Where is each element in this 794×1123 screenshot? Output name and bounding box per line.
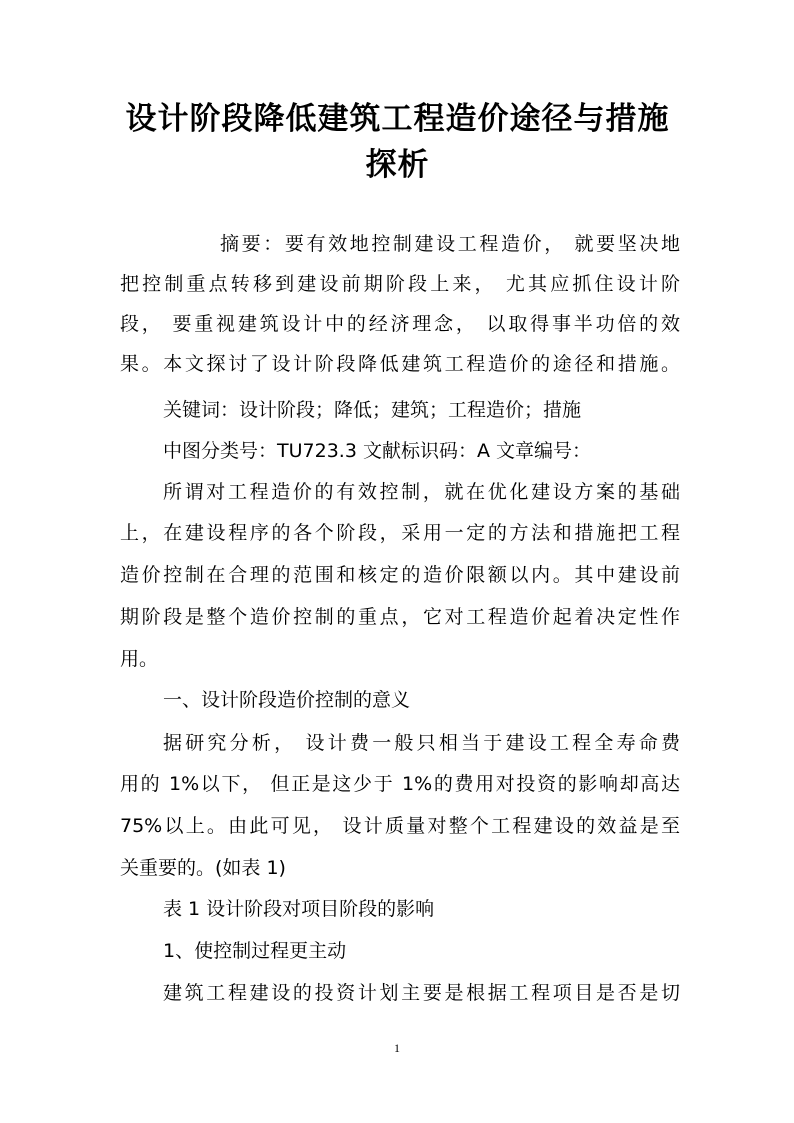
paragraph-line: 用。: [120, 648, 159, 670]
subheading: 1、使控制过程更主动: [163, 940, 347, 962]
page-number: 1: [394, 1041, 400, 1055]
document-title: 设计阶段降低建筑工程造价途径与措施探析: [125, 101, 670, 183]
paragraph-line: 期阶段是整个造价控制的重点，它对工程造价起着决定性作: [120, 606, 680, 628]
paragraph-line: 用的 1%以下， 但正是这少于 1%的费用对投资的影响却高达: [120, 773, 680, 795]
paragraph-line: 所谓对工程造价的有效控制，就在优化建设方案的基础: [163, 481, 680, 503]
abstract-line: 段， 要重视建筑设计中的经济理念， 以取得事半功倍的效: [120, 313, 680, 335]
keywords-line: 关键词：设计阶段；降低；建筑；工程造价；措施: [163, 399, 582, 421]
paragraph-line: 关重要的。(如表 1): [120, 857, 286, 879]
paragraph-line: 75%以上。由此可见， 设计质量对整个工程建设的效益是至: [120, 815, 680, 837]
table-caption: 表 1 设计阶段对项目阶段的影响: [163, 898, 435, 920]
section-heading: 一、设计阶段造价控制的意义: [163, 689, 411, 711]
paragraph-line: 造价控制在合理的范围和核定的造价限额以内。其中建设前: [120, 564, 680, 586]
abstract-line: 摘要：要有效地控制建设工程造价， 就要坚决地: [220, 233, 680, 255]
paragraph-line: 建筑工程建设的投资计划主要是根据工程项目是否是切: [163, 982, 680, 1004]
abstract-line: 果。本文探讨了设计阶段降低建筑工程造价的途径和措施。: [120, 353, 680, 375]
paragraph-line: 上，在建设程序的各个阶段，采用一定的方法和措施把工程: [120, 522, 680, 544]
abstract-line: 把控制重点转移到建设前期阶段上来， 尤其应抓住设计阶: [120, 273, 680, 295]
paragraph-line: 据研究分析， 设计费一般只相当于建设工程全寿命费: [163, 732, 680, 754]
classification-line: 中图分类号：TU723.3 文献标识码：A 文章编号：: [163, 440, 591, 462]
